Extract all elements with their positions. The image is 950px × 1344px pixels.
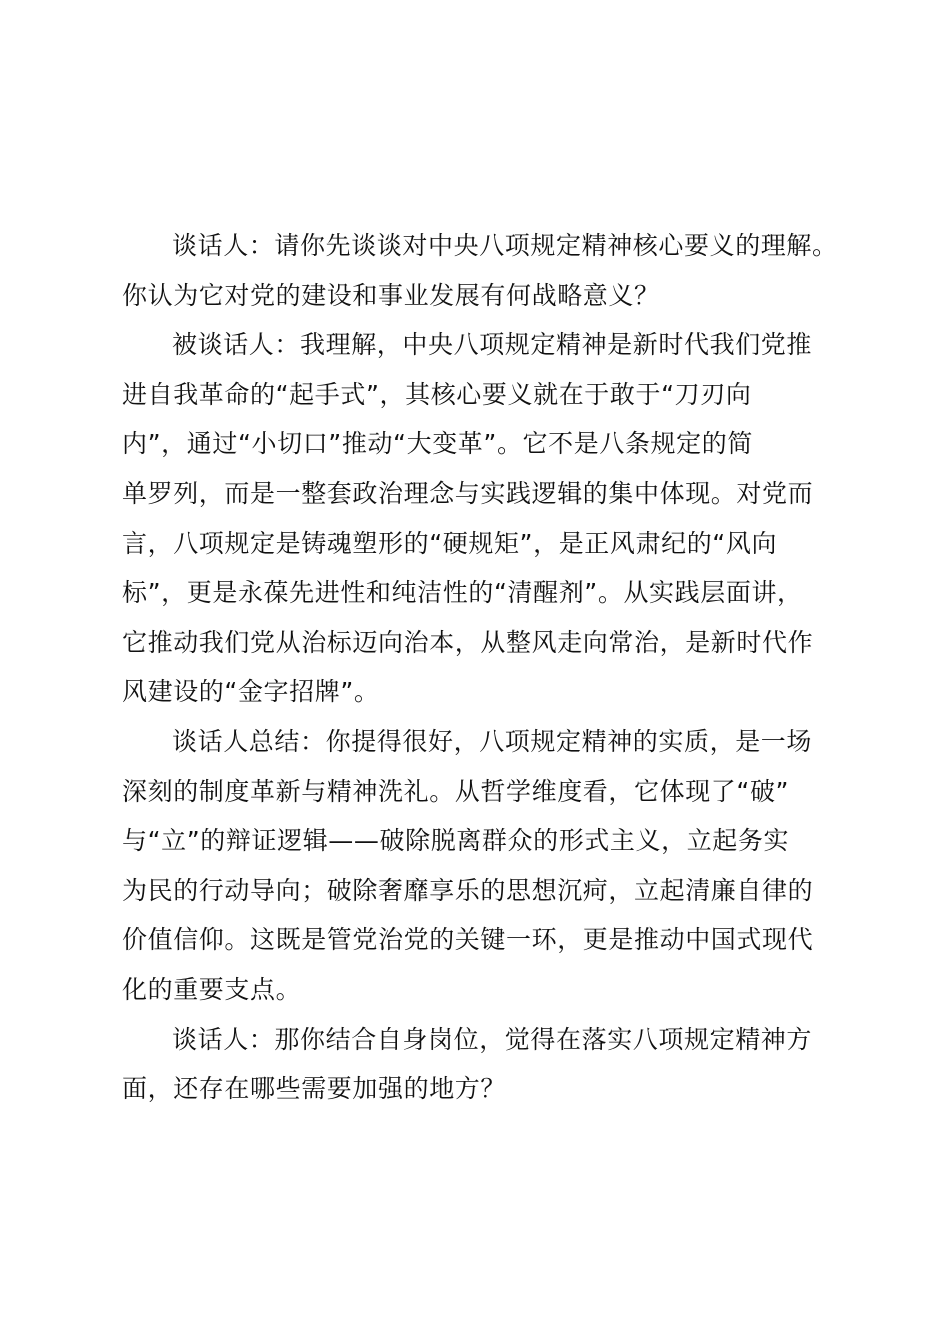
text-line: 单罗列，而是一整套政治理念与实践逻辑的集中体现。对党而 [122, 478, 814, 508]
text-line: 你认为它对党的建设和事业发展有何战略意义？ [122, 280, 660, 310]
paragraph-interviewer-question-1 [122, 221, 838, 320]
text-line: 风建设的“金字招牌”。 [122, 677, 380, 707]
text-line: 面，还存在哪些需要加强的地方？ [122, 1074, 507, 1104]
text-line: 言，八项规定是铸魂塑形的“硬规矩”，是正风肃纪的“风向 [122, 528, 778, 558]
text-line: 它推动我们党从治标迈向治本，从整风走向常治，是新时代作 [122, 627, 814, 657]
text-line: 深刻的制度革新与精神洗礼。从哲学维度看，它体现了“破” [122, 776, 790, 806]
document-body [122, 221, 838, 1114]
text-line: 价值信仰。这既是管党治党的关键一环，更是推动中国式现代 [122, 925, 814, 955]
paragraph-interviewer-summary [122, 717, 834, 1015]
text-line: 内”，通过“小切口”推动“大变革”。它不是八条规定的简 [122, 429, 753, 459]
text-line: 被谈话人：我理解，中央八项规定精神是新时代我们党推 [172, 330, 813, 360]
text-line: 进自我革命的“起手式”，其核心要义就在于敢于“刀刃向 [122, 379, 752, 409]
text-line: 与“立”的辩证逻辑——破除脱离群众的形式主义，立起务实 [122, 826, 790, 856]
paragraph-interviewee-answer [122, 320, 834, 717]
paragraph-interviewer-question-2 [122, 1015, 834, 1114]
text-line: 化的重要支点。 [122, 974, 302, 1004]
text-line: 谈话人：那你结合自身岗位，觉得在落实八项规定精神方 [172, 1024, 813, 1054]
text-line: 标”，更是永葆先进性和纯洁性的“清醒剂”。从实践层面讲， [122, 578, 803, 608]
text-line: 谈话人总结：你提得很好，八项规定精神的实质，是一场 [172, 726, 813, 756]
text-line: 谈话人：请你先谈谈对中央八项规定精神核心要义的理解。 [172, 231, 838, 260]
text-line: 为民的行动导向；破除奢靡享乐的思想沉疴，立起清廉自律的 [122, 875, 814, 905]
